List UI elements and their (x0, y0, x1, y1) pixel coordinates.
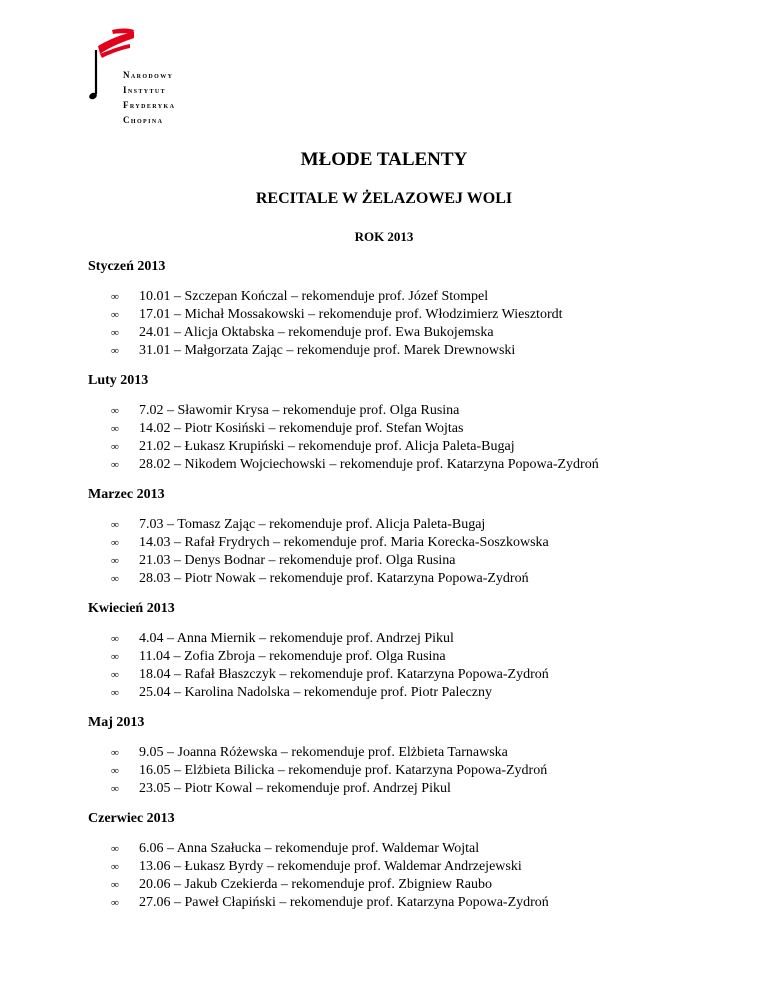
page-title: MŁODE TALENTY (300, 149, 468, 170)
logo-text (123, 68, 175, 128)
list-item (88, 288, 748, 306)
infinity-bullet-icon: ∞ (111, 843, 119, 855)
recital-entry: 4.04 – Anna Miernik – rekomenduje prof. Andrzej Pikul (139, 631, 454, 646)
recital-entry: 27.06 – Paweł Cłapiński – rekomenduje prof. Katarzyna Popowa-Zydroń (139, 895, 549, 910)
infinity-bullet-icon: ∞ (111, 897, 119, 909)
logo-line-2: Instytut (123, 85, 167, 95)
list-item (88, 762, 748, 780)
list-item (88, 858, 748, 876)
infinity-bullet-icon: ∞ (111, 519, 119, 531)
list-item (88, 534, 748, 552)
recital-entry: 24.01 – Alicja Oktabska – rekomenduje prof. Ewa Bukojemska (139, 325, 494, 340)
recital-entry: 6.06 – Anna Szałucka – rekomenduje prof. Waldemar Wojtal (139, 841, 480, 856)
year-heading: ROK 2013 (354, 229, 414, 244)
recital-entry: 16.05 – Elżbieta Bilicka – rekomenduje prof. Katarzyna Popowa-Zydroń (139, 763, 548, 778)
month-heading: Czerwiec 2013 (88, 811, 175, 826)
recital-list (88, 630, 748, 702)
infinity-bullet-icon: ∞ (111, 669, 119, 681)
recital-entry: 14.03 – Rafał Frydrych – rekomenduje prof. Maria Korecka-Soszkowska (139, 535, 549, 550)
recital-list (88, 744, 748, 798)
schedule-sections (88, 258, 748, 912)
list-item (88, 438, 748, 456)
recital-entry: 28.03 – Piotr Nowak – rekomenduje prof. Katarzyna Popowa-Zydroń (139, 571, 529, 586)
recital-entry: 9.05 – Joanna Różewska – rekomenduje prof. Elżbieta Tarnawska (139, 745, 508, 760)
list-item (88, 684, 748, 702)
recital-list (88, 402, 748, 474)
recital-list (88, 516, 748, 588)
logo-line-3: Fryderyka (123, 100, 176, 110)
month-heading: Marzec 2013 (88, 487, 165, 502)
list-item (88, 780, 748, 798)
recital-entry: 25.04 – Karolina Nadolska – rekomenduje prof. Piotr Paleczny (139, 685, 493, 700)
list-item (88, 324, 748, 342)
recital-list (88, 840, 748, 912)
list-item (88, 402, 748, 420)
list-item (88, 516, 748, 534)
recital-entry: 28.02 – Nikodem Wojciechowski – rekomenduje prof. Katarzyna Popowa-Zydroń (139, 457, 599, 472)
page-subtitle: RECITALE W ŻELAZOWEJ WOLI (255, 190, 513, 207)
recital-entry: 7.02 – Sławomir Krysa – rekomenduje prof. Olga Rusina (139, 403, 460, 418)
recital-entry: 13.06 – Łukasz Byrdy – rekomenduje prof. Waldemar Andrzejewski (139, 859, 522, 874)
list-item (88, 666, 748, 684)
recital-entry: 10.01 – Szczepan Kończal – rekomenduje prof. Józef Stompel (139, 289, 489, 304)
infinity-bullet-icon: ∞ (111, 345, 119, 357)
recital-entry: 23.05 – Piotr Kowal – rekomenduje prof. Andrzej Pikul (139, 781, 451, 796)
recital-entry: 31.01 – Małgorzata Zając – rekomenduje prof. Marek Drewnowski (139, 343, 516, 358)
list-item (88, 630, 748, 648)
recital-entry: 14.02 – Piotr Kosiński – rekomenduje prof. Stefan Wojtas (139, 421, 464, 436)
recital-list (88, 288, 748, 360)
recital-entry: 7.03 – Tomasz Zając – rekomenduje prof. Alicja Paleta-Bugaj (139, 517, 486, 532)
month-heading: Styczeń 2013 (88, 259, 166, 274)
list-item (88, 876, 748, 894)
list-item (88, 306, 748, 324)
list-item (88, 840, 748, 858)
month-heading: Luty 2013 (88, 373, 149, 388)
infinity-bullet-icon: ∞ (111, 765, 119, 777)
infinity-bullet-icon: ∞ (111, 573, 119, 585)
recital-entry: 17.01 – Michał Mossakowski – rekomenduje prof. Włodzimierz Wiesztordt (139, 307, 563, 322)
logo-line-4: Chopina (123, 115, 164, 125)
infinity-bullet-icon: ∞ (111, 459, 119, 471)
list-item (88, 420, 748, 438)
infinity-bullet-icon: ∞ (111, 327, 119, 339)
recital-entry: 20.06 – Jakub Czekierda – rekomenduje prof. Zbigniew Raubo (139, 877, 493, 892)
recital-entry: 11.04 – Zofia Zbroja – rekomenduje prof. Olga Rusina (139, 649, 446, 664)
infinity-bullet-icon: ∞ (111, 441, 119, 453)
recital-entry: 21.02 – Łukasz Krupiński – rekomenduje prof. Alicja Paleta-Bugaj (139, 439, 515, 454)
logo-line-1: Narodowy (123, 70, 174, 80)
list-item (88, 744, 748, 762)
infinity-bullet-icon: ∞ (111, 747, 119, 759)
infinity-bullet-icon: ∞ (111, 309, 119, 321)
list-item (88, 552, 748, 570)
infinity-bullet-icon: ∞ (111, 537, 119, 549)
infinity-bullet-icon: ∞ (111, 783, 119, 795)
list-item (88, 456, 748, 474)
recital-entry: 18.04 – Rafał Błaszczyk – rekomenduje prof. Katarzyna Popowa-Zydroń (139, 667, 549, 682)
infinity-bullet-icon: ∞ (111, 861, 119, 873)
month-heading: Kwiecień 2013 (88, 601, 175, 616)
infinity-bullet-icon: ∞ (111, 405, 119, 417)
infinity-bullet-icon: ∞ (111, 423, 119, 435)
infinity-bullet-icon: ∞ (111, 291, 119, 303)
list-item (88, 894, 748, 912)
infinity-bullet-icon: ∞ (111, 879, 119, 891)
infinity-bullet-icon: ∞ (111, 633, 119, 645)
recital-entry: 21.03 – Denys Bodnar – rekomenduje prof. Olga Rusina (139, 553, 456, 568)
list-item (88, 342, 748, 360)
list-item (88, 570, 748, 588)
list-item (88, 648, 748, 666)
month-heading: Maj 2013 (88, 715, 145, 730)
infinity-bullet-icon: ∞ (111, 651, 119, 663)
infinity-bullet-icon: ∞ (111, 687, 119, 699)
infinity-bullet-icon: ∞ (111, 555, 119, 567)
